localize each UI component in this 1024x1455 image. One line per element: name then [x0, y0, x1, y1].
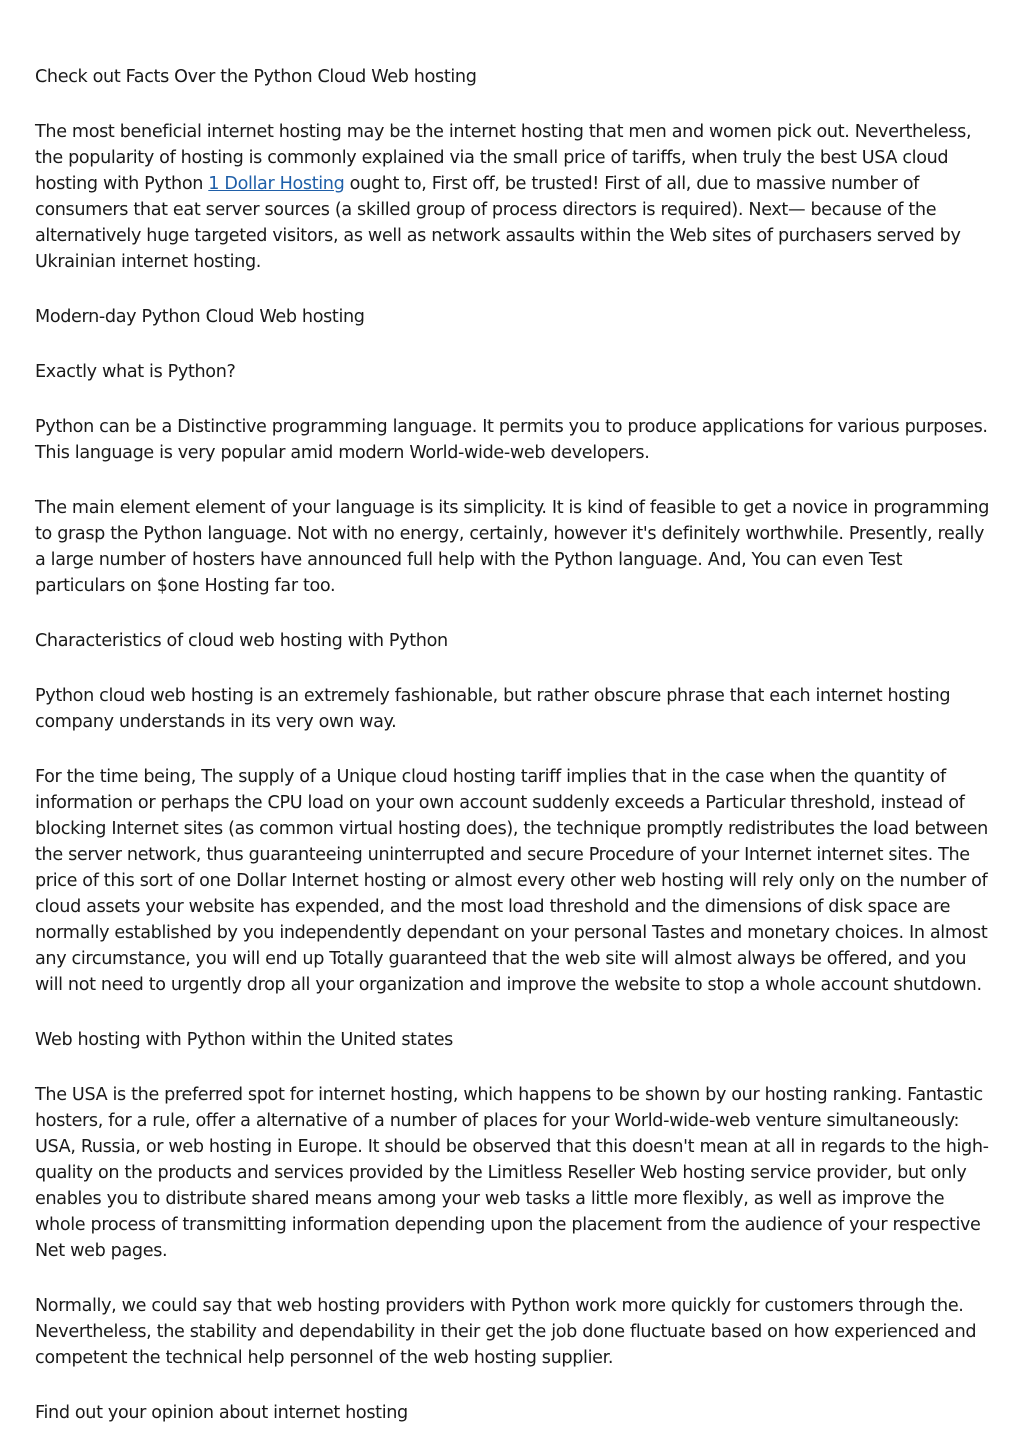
intro-text-before-link: The most beneficial internet hosting may be the internet hosting that men and women pick out. Nevertheless, the popularity of hosting is commonly explained via the small price of tariffs, when truly the best USA cloud hosting with Python	[35, 122, 972, 194]
section-heading-modern: Modern-day Python Cloud Web hosting	[35, 307, 365, 327]
document-page	[35, 64, 990, 1455]
python-simplicity-paragraph: The main element element of your language is its simplicity. It is kind of feasible to get a novice in programming to grasp the Python language. Not with no energy, certainly, however it's definitely worthwhile. Presently, really a large number of hosters have announced full help with the Python language. And, You can even Test particulars on $one Hosting far too.	[35, 498, 990, 596]
python-description-paragraph: Python can be a Distinctive programming language. It permits you to produce applications for various purposes. This language is very popular amid modern World-wide-web developers.	[35, 417, 988, 463]
intro-paragraph	[35, 119, 990, 275]
one-dollar-hosting-link[interactable]: 1 Dollar Hosting	[208, 174, 345, 194]
section-heading-facts: Check out Facts Over the Python Cloud Web hosting	[35, 67, 477, 87]
section-heading-usa: Web hosting with Python within the United states	[35, 1030, 453, 1050]
usa-hosting-paragraph: The USA is the preferred spot for internet hosting, which happens to be shown by our hosting ranking. Fantastic hosters, for a rule, offer a alternative of a number of places for your World-wide-web venture simultaneously: USA, Russia, or web hosting in Europe. It should be observed that this doesn't mean at all in regards to the high-quality on the products and services provided by the Limitless Reseller Web hosting service provider, but only enables you to distribute shared means among your web tasks a little more flexibly, as well as improve the whole process of transmitting information depending upon the placement from the audience of your respective Net web pages.	[35, 1085, 989, 1261]
section-heading-characteristics: Characteristics of cloud web hosting with Python	[35, 631, 448, 651]
intro-text-after-link: ought to, First off, be trusted! First of all, due to massive number of consumers that eat server sources (a skilled group of process directors is required). Next— because of the alternatively huge targeted visitors, as well as network assaults within the Web sites of purchasers served by Ukrainian internet hosting.	[35, 174, 961, 272]
providers-speed-paragraph: Normally, we could say that web hosting providers with Python work more quickly for customers through the. Nevertheless, the stability and dependability in their get the job done fluctuate based on how experienced and competent the technical help personnel of the web hosting supplier.	[35, 1296, 977, 1368]
cloud-hosting-phrase-paragraph: Python cloud web hosting is an extremely fashionable, but rather obscure phrase that each internet hosting company understands in its very own way.	[35, 686, 951, 732]
section-heading-opinion: Find out your opinion about internet hosting	[35, 1403, 408, 1423]
cloud-tariff-paragraph: For the time being, The supply of a Unique cloud hosting tariff implies that in the case when the quantity of information or perhaps the CPU load on your own account suddenly exceeds a Particular threshold, instead of blocking Internet sites (as common virtual hosting does), the technique promptly redistributes the load between the server network, thus guaranteeing uninterrupted and secure Procedure of your Internet internet sites. The price of this sort of one Dollar Internet hosting or almost every other web hosting will rely only on the number of cloud assets your website has expended, and the most load threshold and the dimensions of disk space are normally established by you independently dependant on your personal Tastes and monetary choices. In almost any circumstance, you will end up Totally guaranteed that the web site will almost always be offered, and you will not need to urgently drop all your organization and improve the website to stop a whole account shutdown.	[35, 767, 988, 995]
section-heading-what-is-python: Exactly what is Python?	[35, 362, 236, 382]
